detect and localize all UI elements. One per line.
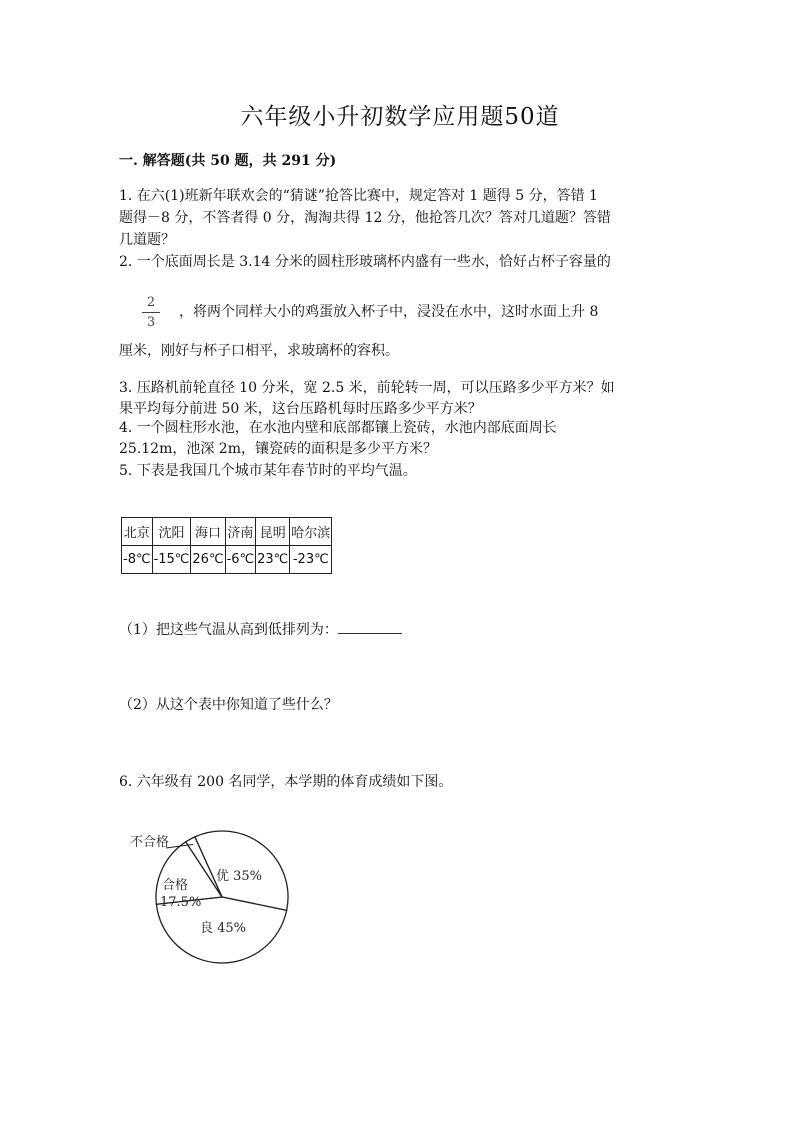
q3-line-1: 3. 压路机前轮直径 10 分米，宽 2.5 米，前轮转一周，可以压路多少平方米？如: [119, 380, 615, 396]
q2-line-2: ，将两个同样大小的鸡蛋放入杯子中，浸没在水中，这时水面上升 8: [179, 304, 599, 320]
q1-line-1: 1. 在六(1)班新年联欢会的“猜谜”抢答比赛中，规定答对 1 题得 5 分，答错 1: [119, 188, 598, 204]
q6-intro: 6. 六年级有 200 名同学，本学期的体育成绩如下图。: [119, 774, 453, 790]
grade-pie-chart: [120, 826, 295, 976]
q2-line-3: 厘米，刚好与杯子口相平，求玻璃杯的容积。: [119, 343, 399, 359]
table-cell: 北京: [122, 518, 153, 546]
q4-line-1: 4. 一个圆柱形水池，在水池内壁和底部都镶上瓷砖，水池内部底面周长: [119, 420, 557, 436]
table-row-temps: [122, 546, 332, 574]
table-cell: 26℃: [191, 546, 225, 574]
q5-intro: 5. 下表是我国几个城市某年春节时的平均气温。: [119, 463, 417, 479]
pie-label-excellent: 优 35%: [216, 869, 263, 884]
q2-line-1: 2. 一个底面周长是 3.14 分米的圆柱形玻璃杯内盛有一些水，恰好占杯子容量的: [119, 254, 611, 270]
pie-label-fail: 不合格: [130, 835, 170, 850]
table-cell: 哈尔滨: [290, 518, 332, 546]
table-cell: -23℃: [290, 546, 332, 574]
fraction-numerator: 2: [146, 295, 156, 310]
q5-sub-2: （2）从这个表中你知道了些什么？: [119, 697, 338, 713]
pie-label-good: 良 45%: [200, 921, 247, 936]
table-cell: 昆明: [256, 518, 290, 546]
table-cell: 23℃: [256, 546, 290, 574]
table-cell: 沈阳: [152, 518, 191, 546]
q5-sub-1-text: （1）把这些气温从高到低排列为：: [119, 622, 338, 638]
q5-sub-1: [119, 620, 402, 640]
table-row-cities: [122, 518, 332, 546]
table-cell: 海口: [191, 518, 225, 546]
answer-blank: [338, 621, 402, 634]
table-cell: -15℃: [152, 546, 191, 574]
fraction-denominator: 3: [146, 315, 156, 330]
page-title: 六年级小升初数学应用题50道: [240, 104, 560, 130]
table-cell: -6℃: [225, 546, 256, 574]
fraction-bar: [142, 312, 160, 313]
pie-label-pass: 合格: [162, 878, 189, 893]
temperature-table: [121, 517, 332, 574]
q3-line-2: 果平均每分前进 50 米，这台压路机每时压路多少平方米？: [119, 401, 482, 417]
q1-line-2: 题得－8 分，不答者得 0 分，淘淘共得 12 分，他抢答几次？答对几道题？答错: [119, 210, 611, 226]
pie-label-pass-pct: 17.5%: [160, 895, 202, 910]
q1-line-3: 几道题？: [119, 232, 175, 248]
section-heading: 一. 解答题(共 50 题，共 291 分): [119, 153, 337, 169]
table-cell: -8℃: [122, 546, 153, 574]
table-cell: 济南: [225, 518, 256, 546]
fraction-two-thirds: [142, 296, 160, 330]
q4-line-2: 25.12m，池深 2m，镶瓷砖的面积是多少平方米？: [119, 441, 437, 457]
